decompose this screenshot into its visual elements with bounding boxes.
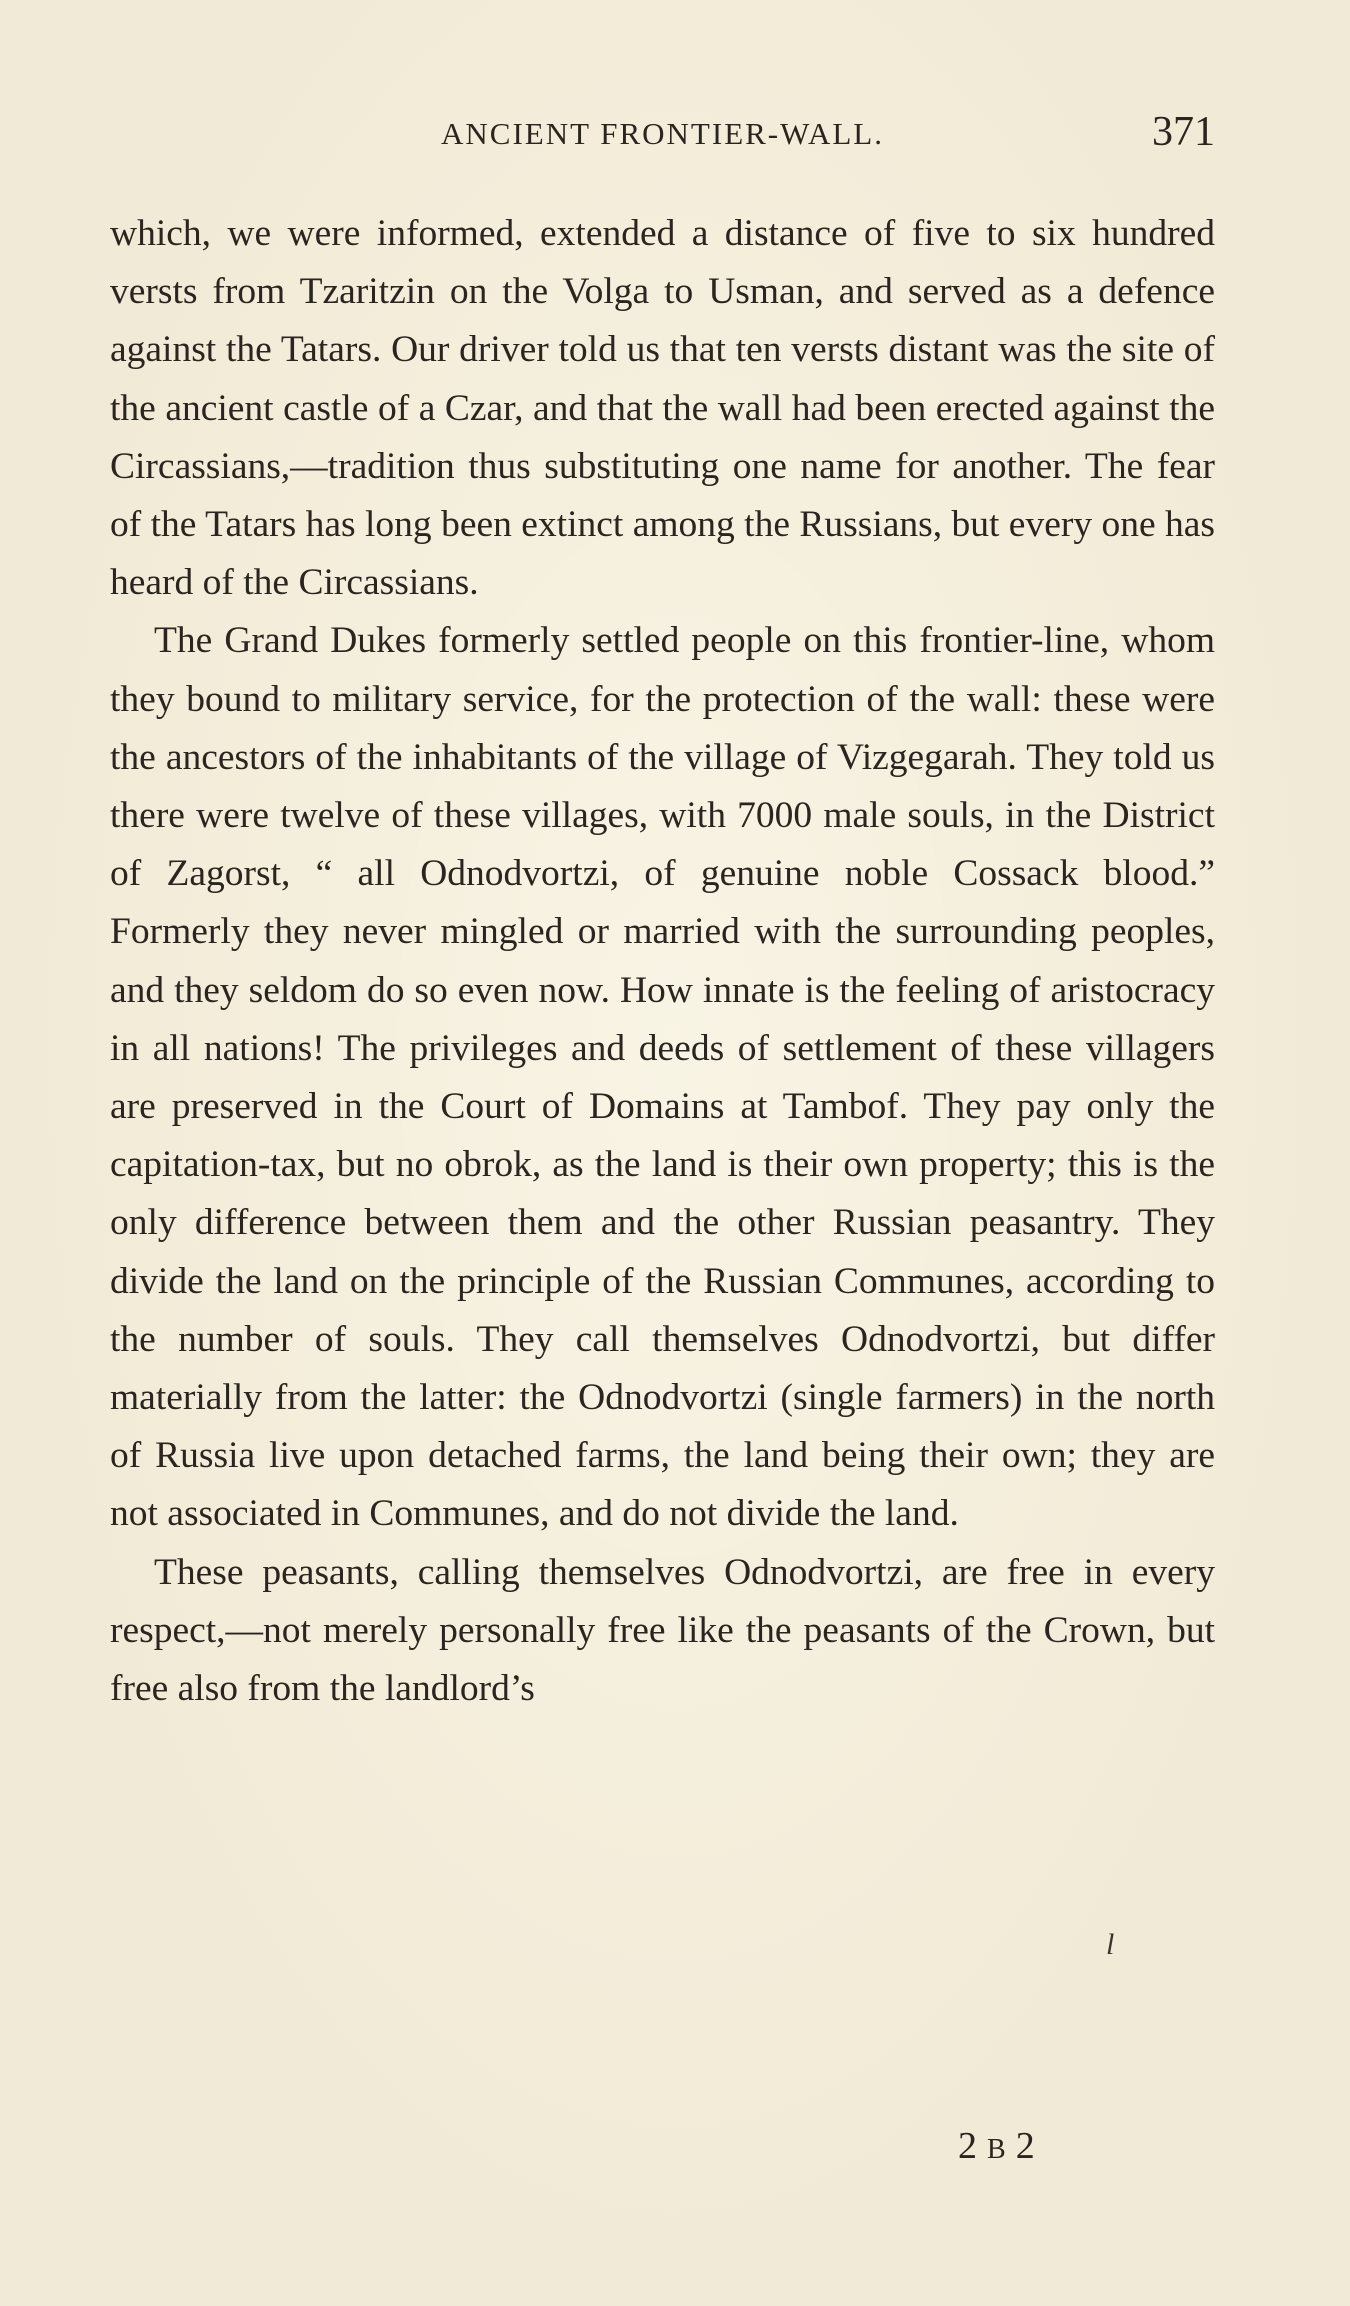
paragraph-continuation: which, we were informed, extended a distance of five to six hundred versts from Tzaritzin on the Volga to Usman, and served as a defence against the Tatars. Our driver told us that ten versts distant was the site of the ancient castle of a Czar, and that the wall had been erected against the Circassians,—tradition thus substituting one name for another. The fear of the Tatars has long been extinct among the Russians, but every one has heard of the Circassians.	[110, 213, 1215, 604]
signature-number-first: 2	[958, 2125, 981, 2167]
running-head	[110, 108, 1215, 158]
signature-letter: B	[987, 2134, 1010, 2165]
body-text	[110, 205, 1215, 1718]
signature-mark	[958, 2124, 1039, 2168]
paragraph-these-peasants: These peasants, calling themselves Odnodvortzi, are free in every respect,—not merely personally free like the peasants of the Crown, but free also from the landlord’s	[110, 1551, 1215, 1710]
paragraph-grand-dukes: The Grand Dukes formerly settled people on this frontier-line, whom they bound to military service, for the protection of the wall: these were the ancestors of the inhabitants of the village of Vizgegarah. They told us there were twelve of these villages, with 7000 male souls, in the District of Zagorst, “ all Odnodvortzi, of genuine noble Cossack blood.” Formerly they never mingled or married with the surrounding peoples, and they seldom do so even now. How innate is the feeling of aristocracy in all nations! The privileges and deeds of settlement of these villagers are preserved in the Court of Domains at Tambof. They pay only the capitation-tax, but no obrok, as the land is their own property; this is the only difference between them and the other Russian peasantry. They divide the land on the principle of the Russian Communes, according to the number of souls. They call themselves Odnodvortzi, but differ materially from the latter: the Odnodvortzi (single farmers) in the north of Russia live upon detached farms, the land being their own; they are not associated in Communes, and do not divide the land.	[110, 620, 1215, 1535]
signature-number-second: 2	[1015, 2125, 1039, 2167]
page-number: 371	[1152, 109, 1215, 155]
running-title: ANCIENT FRONTIER-WALL.	[441, 116, 884, 151]
handwritten-mark: l	[1106, 1928, 1115, 1961]
